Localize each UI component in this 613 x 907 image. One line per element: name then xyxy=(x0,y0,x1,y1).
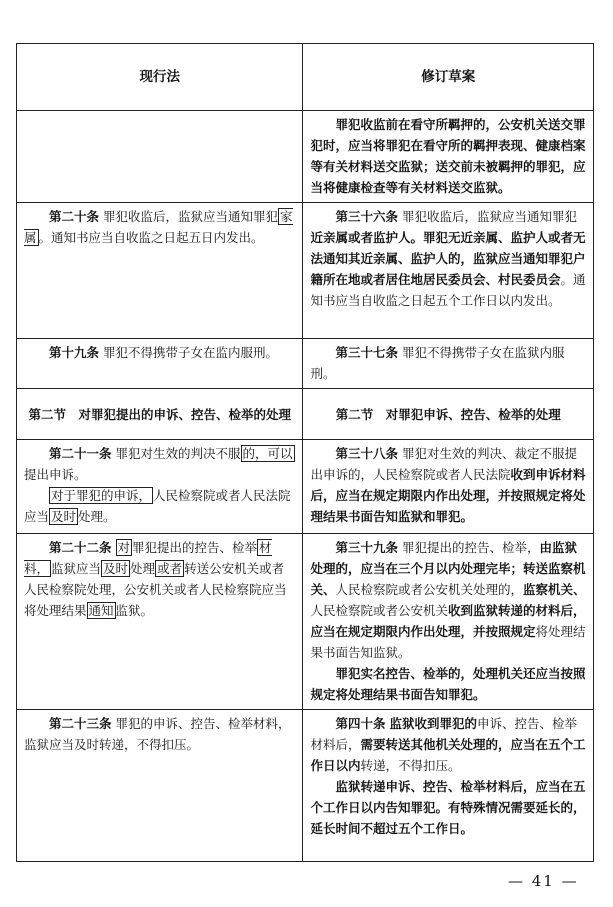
article-number: 第二十二条 xyxy=(49,540,112,555)
text-segment: 提出申诉。 xyxy=(24,467,87,482)
marked-text: 及时 xyxy=(103,561,129,576)
text-segment: 处理 xyxy=(130,561,156,576)
table-row xyxy=(17,339,594,389)
draft-cell xyxy=(303,710,594,862)
paragraph xyxy=(310,443,586,527)
marked-text: 及时 xyxy=(51,509,77,524)
text-segment: 处理。 xyxy=(78,509,116,524)
paragraph xyxy=(310,537,586,663)
draft-cell xyxy=(303,440,594,534)
paragraph xyxy=(24,206,295,248)
paragraph xyxy=(310,206,586,311)
text-segment: 转送公安机关或者人民检察院处理，公安机关或者人民检察院应当将处理结果 xyxy=(24,561,287,618)
text-segment: 人民检察院或者人民法院应当 xyxy=(24,488,291,524)
text-segment: 人民检察院或者公安机关 xyxy=(310,603,448,618)
revised-text: 收到申诉材料后，应当在规定期限内作出处理，并按照规定将处理结果书面告知监狱和罪犯。 xyxy=(310,467,586,524)
revised-text: 监狱收到罪犯的 xyxy=(389,716,477,731)
text-segment: 监狱应当 xyxy=(51,561,102,576)
current-cell xyxy=(17,710,303,862)
article-number: 第三十八条 xyxy=(335,446,398,461)
article-number: 第三十九条 xyxy=(335,540,398,555)
text-segment: 罪犯对生效的判决、裁定不服提出申诉的，人民检察院或者人民法院 xyxy=(310,446,577,482)
paragraph xyxy=(24,443,295,485)
text-segment: 罪犯对生效的判决不服 xyxy=(115,446,241,461)
comparison-table xyxy=(16,43,594,862)
revised-text: 近亲属或者监护人。罪犯无近亲属、监护人或者无法通知其近亲属、监护人的，监狱应当通知罪犯户籍所在地或者居住地居民委员会、村民委员会 xyxy=(310,230,586,287)
revised-text: 由监狱处理的，应当在三个月以内处理完毕；转送监察机关、 xyxy=(310,540,586,597)
text-segment: 罪犯提出的控告、检举， xyxy=(401,540,540,555)
header-row xyxy=(17,44,594,111)
table-row xyxy=(17,111,594,203)
text-segment: 罪犯收监后，监狱应当通知罪犯 xyxy=(401,209,577,224)
marked-text: 家属 xyxy=(24,209,293,245)
marked-text: 通知 xyxy=(88,603,114,618)
marked-text: 材料， xyxy=(24,540,272,576)
draft-cell xyxy=(303,534,594,710)
draft-cell xyxy=(303,339,594,389)
page-number: — 41 — xyxy=(508,872,579,890)
section-row xyxy=(17,389,594,440)
text-segment: 监狱。 xyxy=(115,603,154,618)
text-segment: 转递，不得扣压。 xyxy=(360,758,461,773)
paragraph xyxy=(24,485,295,527)
current-cell xyxy=(17,111,303,203)
paragraph xyxy=(310,713,586,776)
text-segment: 人民检察院或者公安机关处理的， xyxy=(335,582,523,597)
article-number: 第三十七条 xyxy=(335,345,398,360)
article-number: 第十九条 xyxy=(49,345,100,360)
text-segment: 。通知书应当自收监之日起五日内发出。 xyxy=(38,230,264,245)
section-title-draft: 第二节 对罪犯申诉、控告、检举的处理 xyxy=(303,389,594,440)
current-cell xyxy=(17,534,303,710)
text-segment: 罪犯不得携带子女在监内服刑。 xyxy=(103,345,279,360)
header-draft: 修订草案 xyxy=(303,44,594,111)
text-segment: 将处理结果书面告知监狱。 xyxy=(310,624,586,660)
paragraph: 罪犯收监前在看守所羁押的，公安机关送交罪犯时，应当将罪犯在看守所的羁押表现、健康档案等有关材料送交监狱；送交前未被羁押的罪犯，应当将健康检查等有关材料送交监狱。 xyxy=(310,117,586,195)
paragraph: 监狱转递申诉、控告、检举材料后，应当在五个工作日以内告知罪犯。有特殊情况需要延长的，延长时间不超过五个工作日。 xyxy=(310,779,586,836)
revised-text: 收到监狱转递的材料后，应当在规定期限内作出处理，并按照规定 xyxy=(310,603,586,639)
paragraph xyxy=(310,342,586,384)
marked-text: 对 xyxy=(117,540,131,555)
text-segment: 罪犯的申诉、控告、检举材料，监狱应当及时转递，不得扣压。 xyxy=(24,716,291,752)
article-number: 第二十三条 xyxy=(49,716,112,731)
text-segment: 申诉、控告、检举材料后， xyxy=(310,716,577,752)
marked-text: 的，可以 xyxy=(242,446,293,461)
section-title-current: 第二节 对罪犯提出的申诉、控告、检举的处理 xyxy=(17,389,303,440)
draft-cell xyxy=(303,111,594,203)
article-number: 第二十条 xyxy=(49,209,100,224)
revised-text: 需要转送其他机关处理的，应当在五个工作日以内 xyxy=(310,737,586,773)
paragraph xyxy=(24,342,295,363)
current-cell xyxy=(17,440,303,534)
paragraph xyxy=(24,537,295,621)
marked-text: 对于罪犯的申诉， xyxy=(51,488,152,503)
marked-text: 或者 xyxy=(157,561,183,576)
paragraph: 罪犯实名控告、检举的，处理机关还应当按照规定将处理结果书面告知罪犯。 xyxy=(310,666,586,702)
table-row xyxy=(17,440,594,534)
current-cell xyxy=(17,203,303,339)
text-segment: 罪犯收监后，监狱应当通知罪犯 xyxy=(103,209,279,224)
header-current-law: 现行法 xyxy=(17,44,303,111)
paragraph xyxy=(24,713,295,755)
text-segment: 罪犯不得携带子女在监狱内服刑。 xyxy=(310,345,565,381)
text-segment: 。通知书应当自收监之日起五个工作日以内发出。 xyxy=(310,272,586,308)
article-number: 第二十一条 xyxy=(49,446,112,461)
current-cell xyxy=(17,339,303,389)
article-number: 第三十六条 xyxy=(335,209,398,224)
table-row xyxy=(17,534,594,710)
revised-text: 监察机关、 xyxy=(522,582,586,597)
draft-cell xyxy=(303,203,594,339)
table-row xyxy=(17,710,594,862)
text-segment: 罪犯提出的控告、检举 xyxy=(132,540,258,555)
article-number: 第四十条 xyxy=(335,716,386,731)
table-row xyxy=(17,203,594,339)
